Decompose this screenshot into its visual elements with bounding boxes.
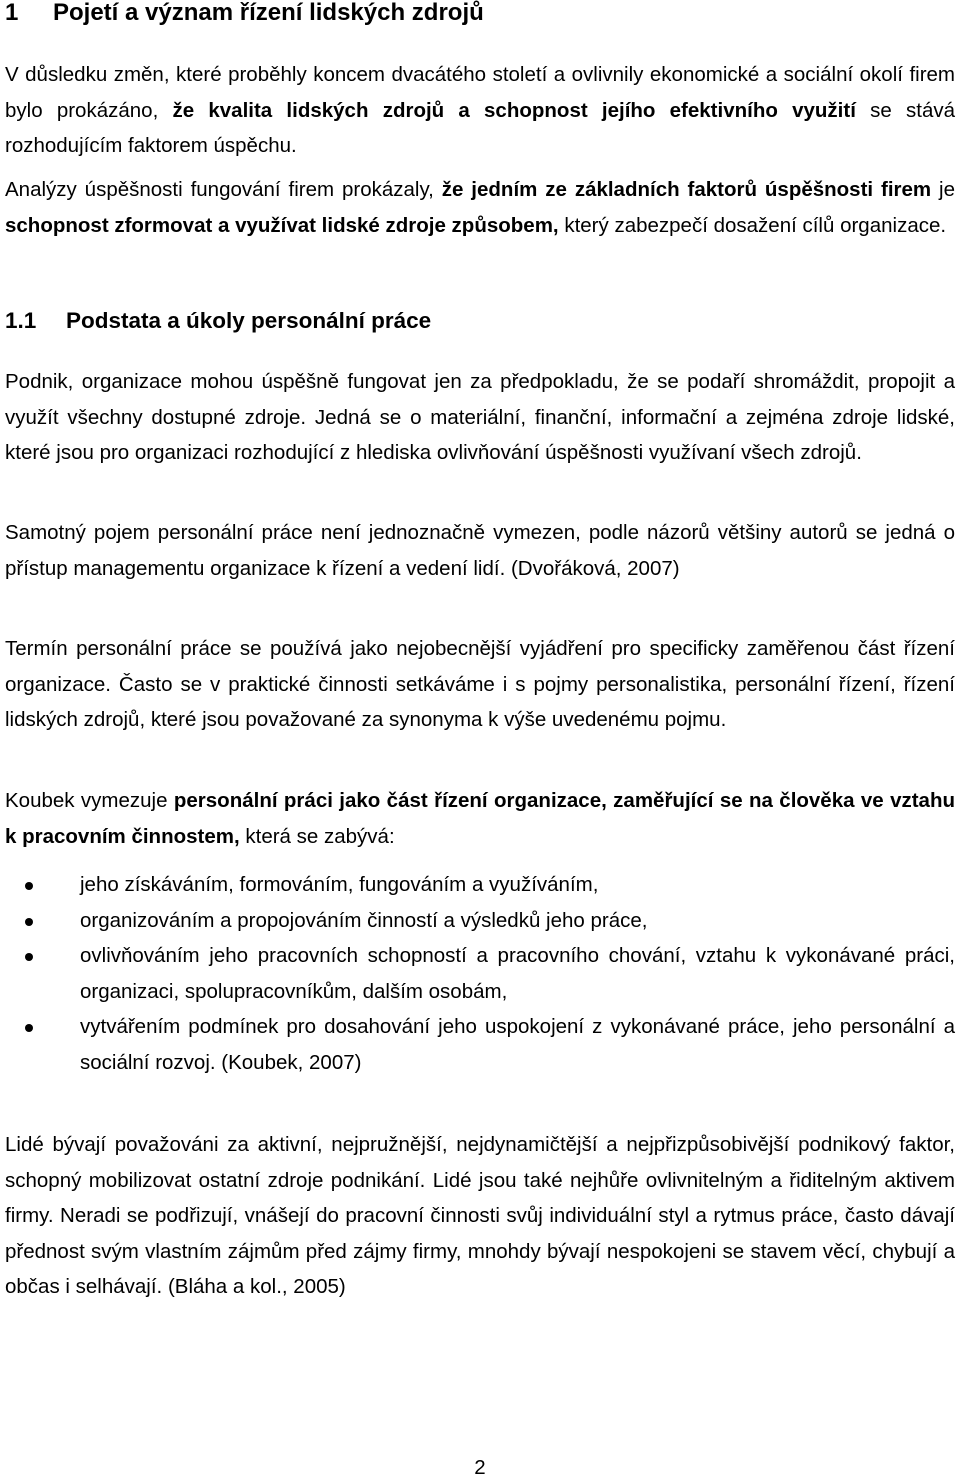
paragraph-bold-text: personální práci jako část řízení organizace, zaměřující se na člověka ve vztahu k pracovním činnostem, [5,789,955,848]
paragraph-text: který zabezpečí dosažení cílů organizace. [558,213,947,237]
bullet-icon [25,1024,33,1032]
paragraph-people: Lidé bývají považováni za aktivní, nejpružnější, nejdynamičtější a nejpřizpůsobivější podnikový faktor, schopný mobilizovat ostatní zdroje podnikání. Lidé jsou také nejhůře ovlivnitelným a řiditelným aktivem firmy. Neradi se podřizují, vnášejí do pracovní činnosti svůj individuální styl a rytmus práce, často dávají přednost svým vlastním zájmům před zájmy firmy, mnohdy bývají nespokojeni se stavem věcí, chybují a občas i selhávají. (Bláha a kol., 2005) [5,1133,955,1299]
list-item [5,1009,955,1080]
paragraph-analysis [5,172,955,243]
paragraph-resources: Podnik, organizace mohou úspěšně fungovat jen za předpokladu, že se podaří shromáždit, propojit a využít všechny dostupné zdroje. Jedná se o materiální, finanční, informační a zejména zdroje lidské, které jsou pro organizaci rozhodující z hlediska ovlivňování úspěšnosti využívaní všech zdrojů. [5,370,955,465]
paragraph-text: která se zabývá: [239,824,395,848]
section-title: Podstata a úkoly personální práce [66,308,432,333]
section-number: 1.1 [5,308,37,333]
list-item-text: ovlivňováním jeho pracovních schopností a pracovního chování, vztahu k vykonávané práci, organizaci, spolupracovníkům, dalším osobám, [80,944,955,1003]
activities-list [5,867,955,1081]
paragraph-term: Termín personální práce se používá jako nejobecnější vyjádření pro specificky zaměřenou část řízení organizace. Často se v praktické činnosti setkáváme i s pojmy personalistika, personální řízení, řízení lidských zdrojů, které jsou považované za synonyma k výše uvedenému pojmu. [5,637,955,732]
paragraph-definition: Samotný pojem personální práce není jednoznačně vymezen, podle názorů většiny autorů se jedná o přístup managementu organizace k řízení a vedení lidí. (Dvořáková, 2007) [5,521,955,580]
paragraph-bold-text: že kvalita lidských zdrojů a schopnost jejího efektivního využití [172,98,856,122]
list-item [5,867,955,903]
chapter-number: 1 [5,0,19,26]
chapter-heading [5,0,484,29]
paragraph-text: V důsledku změn, které proběhly koncem dvacátého století a ovlivnily ekonomické a sociální okolí firem bylo prokázáno, [5,63,955,122]
list-item [5,903,955,939]
paragraph-text: Koubek vymezuje [5,789,174,812]
chapter-title: Pojetí a význam řízení lidských zdrojů [53,0,484,26]
page-number: 2 [474,1456,486,1479]
paragraph-intro [5,57,955,164]
paragraph-text: se stává rozhodujícím faktorem úspěchu. [5,98,955,158]
list-item [5,938,955,1009]
paragraph-koubek [5,783,955,854]
section-heading [5,306,431,336]
bullet-icon [25,882,33,890]
paragraph-bold-text: schopnost zformovat a využívat lidské zdroje způsobem, [5,213,559,237]
paragraph-text: je [931,178,955,201]
list-item-text: organizováním a propojováním činností a výsledků jeho práce, [80,908,648,932]
paragraph-bold-text: že jedním ze základních faktorů úspěšnosti firem [441,178,932,201]
bullet-icon [25,918,33,926]
list-item-text: jeho získáváním, formováním, fungováním a využíváním, [80,873,599,896]
paragraph-text: Analýzy úspěšnosti fungování firem prokázaly, [5,178,442,201]
list-item-text: vytvářením podmínek pro dosahování jeho uspokojení z vykonávané práce, jeho personální a sociální rozvoj. (Koubek, 2007) [80,1015,955,1074]
bullet-icon [25,953,33,961]
